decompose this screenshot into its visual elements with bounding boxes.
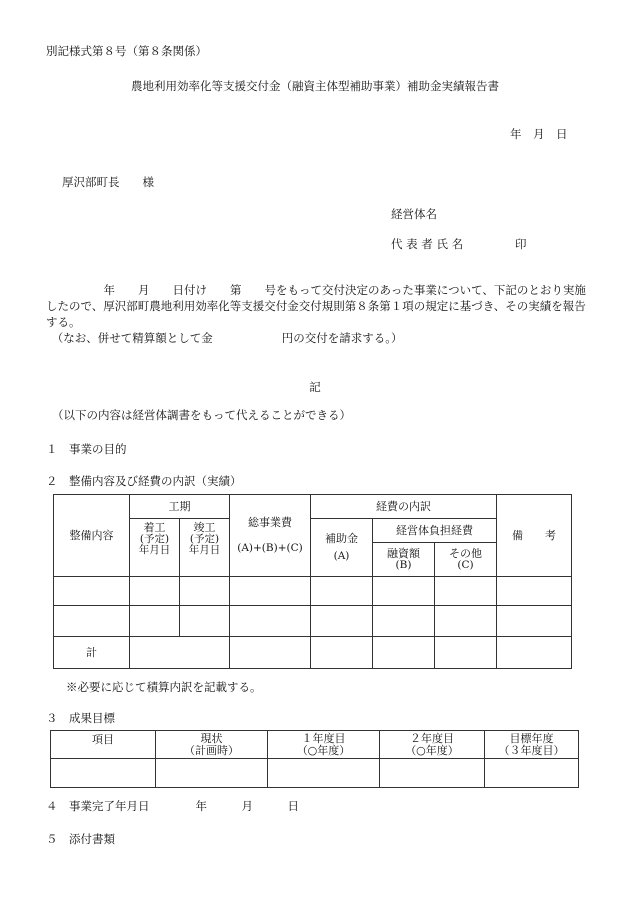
header-year2-l2: （○年度）: [405, 743, 459, 757]
cell: [230, 637, 311, 669]
cell: [156, 759, 268, 788]
substitution-note: （以下の内容は経営体調書をもって代えることができる）: [52, 408, 351, 422]
section-purpose: １ 事業の目的: [46, 442, 127, 456]
header-other-label: その他: [449, 547, 483, 560]
cell: [497, 637, 572, 669]
cell: [373, 637, 435, 669]
section-breakdown: ２ 整備内容及び経費の内訳（実績）: [46, 474, 242, 488]
cell: [130, 577, 180, 606]
cell: [497, 606, 572, 637]
header-subsidy-code: (A): [333, 550, 350, 562]
header-target: [485, 731, 579, 759]
settlement-note: （なお、併せて精算額として金 円の交付を請求する。）: [46, 331, 403, 345]
section-completion: ４ 事業完了年月日 年 月 日: [46, 799, 299, 813]
table-row: [54, 606, 572, 637]
header-year1-l1: １年度目: [301, 731, 346, 745]
header-item: 項目: [51, 731, 156, 759]
cell: [497, 577, 572, 606]
cell: [230, 606, 311, 637]
header-start-l3: 年月日: [138, 543, 171, 556]
cell: [268, 759, 380, 788]
header-loan-label: 融資額: [387, 547, 420, 560]
header-subsidy: [311, 519, 373, 577]
header-total-formula: (A)+(B)+(C): [237, 542, 303, 554]
section-attachments: ５ 添付書類: [46, 832, 115, 846]
header-other: [435, 543, 497, 577]
header-end-l3: 年月日: [188, 543, 221, 556]
cell: [54, 577, 130, 606]
header-year2-l1: ２年度目: [410, 731, 454, 745]
header-year1: [268, 731, 380, 759]
cell: [130, 637, 230, 669]
header-remarks: 備 考: [497, 495, 572, 577]
cell: [485, 759, 579, 788]
header-subsidy-label: 補助金: [325, 532, 358, 545]
target-table: [50, 730, 579, 788]
header-other-code: (C): [457, 559, 474, 571]
header-year2: [380, 731, 485, 759]
cell: [373, 606, 435, 637]
recipient: 厚沢部町長 様: [62, 175, 154, 189]
cell: [380, 759, 485, 788]
cell: [435, 577, 497, 606]
header-target-l2: （３年度目）: [498, 743, 565, 757]
cell: [311, 606, 373, 637]
cell: [230, 577, 311, 606]
header-total-label: 総事業費: [248, 516, 292, 529]
header-current: [156, 731, 268, 759]
header-loan-code: (B): [395, 559, 412, 571]
expense-table: [53, 494, 572, 669]
header-end-l1: 竣工: [193, 520, 216, 534]
cell: [180, 577, 230, 606]
date-line: 年 月 日: [510, 127, 568, 141]
header-year1-l2: （○年度）: [296, 743, 351, 757]
header-end-l2: (予定): [189, 532, 220, 545]
header-current-l2: （計画時）: [184, 743, 239, 757]
header-loan: [373, 543, 435, 577]
cell: [180, 606, 230, 637]
header-target-l1: 目標年度: [509, 731, 554, 745]
header-current-l1: 現状: [200, 731, 223, 745]
document-title: 農地利用効率化等支援交付金（融資主体型補助事業）補助金実績報告書: [131, 79, 499, 93]
entity-name-label: 経営体名: [391, 207, 437, 221]
header-total: [230, 495, 311, 577]
body-paragraph: 年 月 日付け 第 号をもって交付決定のあった事業について、下記のとおり実施したので、厚沢部町農地利用効率化等支援交付金交付規則第８条第１項の規定に基づき、その実績を報告する。: [46, 283, 586, 329]
cell: [373, 577, 435, 606]
cell: [51, 759, 156, 788]
section-target: ３ 成果目標: [46, 711, 115, 725]
total-row: [54, 637, 572, 669]
ki-heading: 記: [309, 380, 321, 394]
header-content: 整備内容: [54, 495, 130, 577]
cell: [54, 606, 130, 637]
calc-note: ※必要に応じて積算内訳を記載する。: [66, 680, 262, 694]
table-row: [51, 759, 579, 788]
form-id: 別記様式第８号（第８条関係）: [46, 44, 207, 58]
header-start: [130, 519, 180, 577]
header-end: [180, 519, 230, 577]
header-start-l2: (予定): [139, 532, 170, 545]
cell: [311, 577, 373, 606]
cell: [435, 606, 497, 637]
cell: [130, 606, 180, 637]
header-period: 工期: [130, 495, 230, 519]
cell: [311, 637, 373, 669]
header-burden: 経営体負担経費: [373, 519, 497, 543]
representative-label: 代 表 者 氏 名: [391, 237, 464, 251]
total-label: 計: [54, 637, 130, 669]
header-start-l1: 着工: [143, 520, 166, 534]
header-expense: 経費の内訳: [311, 495, 497, 519]
table-row: [54, 577, 572, 606]
cell: [435, 637, 497, 669]
seal-mark: 印: [515, 237, 527, 251]
